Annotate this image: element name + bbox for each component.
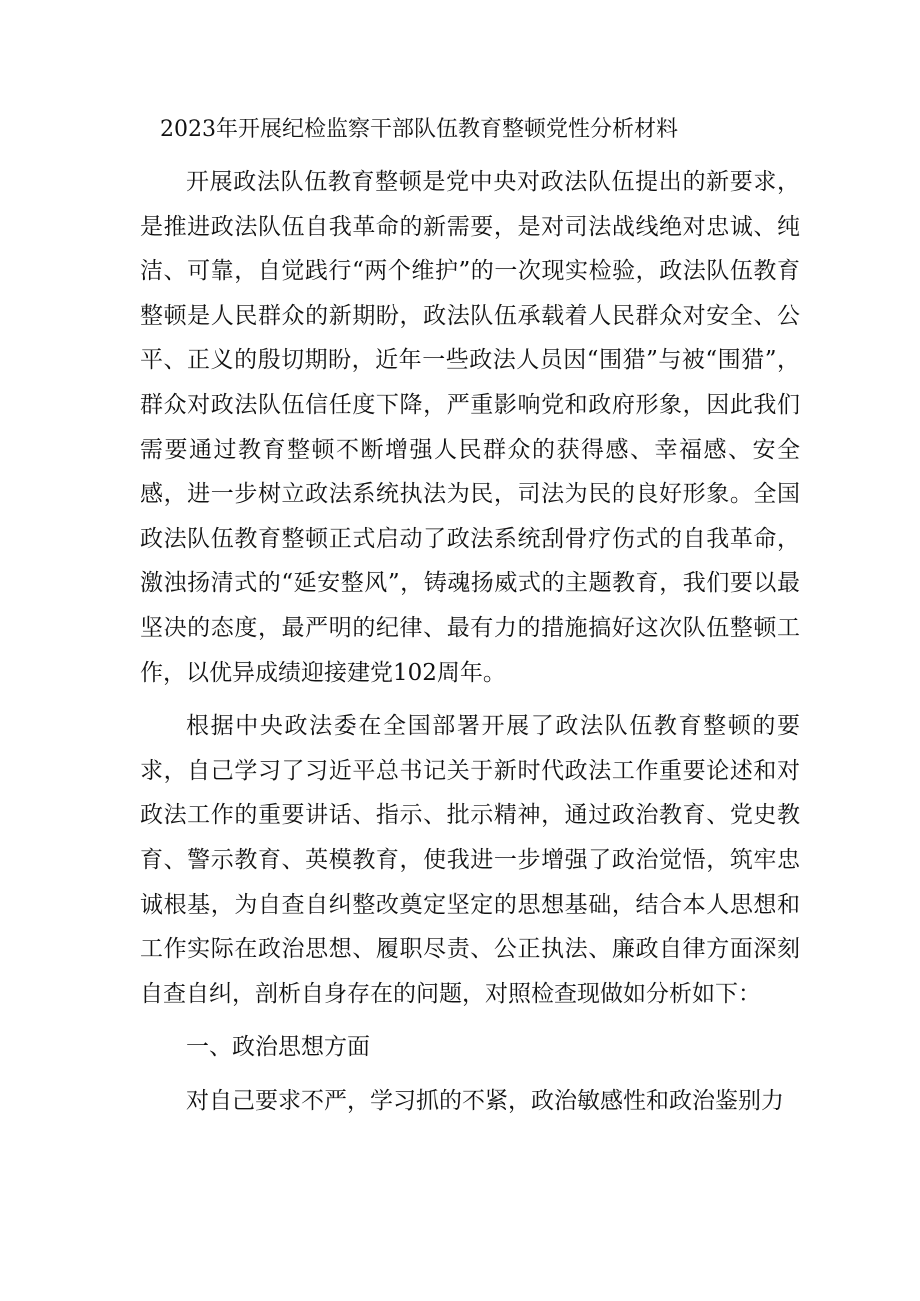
section-heading-political-thought: 一、政治思想方面 — [186, 1034, 370, 1061]
document-title: 2023年开展纪检监察干部队伍教育整顿党性分析材料 — [160, 117, 678, 142]
paragraph-self-review: 根据中央政法委在全国部署开展了政法队伍教育整顿的要求，自己学习了习近平总书记关于新时代政法工作重要论述和对政法工作的重要讲话、指示、批示精神，通过政治教育、党史教育、警示教育、英模教育，使我进一步增强了政治觉悟，筑牢忠诚根基，为自查自纠整改奠定坚定的思想基础，结合本人思想和工作实际在政治思想、履职尽责、公正执法、廉政自律方面深刻自查自纠，剖析自身存在的问题，对照检查现做如分析如下： — [140, 713, 800, 1007]
paragraph-intro: 开展政法队伍教育整顿是党中央对政法队伍提出的新要求，是推进政法队伍自我革命的新需要，是对司法战线绝对忠诚、纯洁、可靠，自觉践行“两个维护”的一次现实检验，政法队伍教育整顿是人民群众的新期盼，政法队伍承载着人民群众对安全、公平、正义的殷切期盼，近年一些政法人员因“围猎”与被“围猎”，群众对政法队伍信任度下降，严重影响党和政府形象，因此我们需要通过教育整顿不断增强人民群众的获得感、幸福感、安全感，进一步树立政法系统执法为民，司法为民的良好形象。全国政法队伍教育整顿正式启动了政法系统刮骨疗伤式的自我革命，激浊扬清式的“延安整风”，铸魂扬威式的主题教育，我们要以最坚决的态度，最严明的纪律、最有力的措施搞好这次队伍整顿工作，以优异成绩迎接建党102周年。 — [140, 169, 800, 686]
paragraph-political-thought: 对自己要求不严，学习抓的不紧，政治敏感性和政治鉴别力 — [186, 1087, 784, 1114]
document-body — [140, 160, 800, 1132]
